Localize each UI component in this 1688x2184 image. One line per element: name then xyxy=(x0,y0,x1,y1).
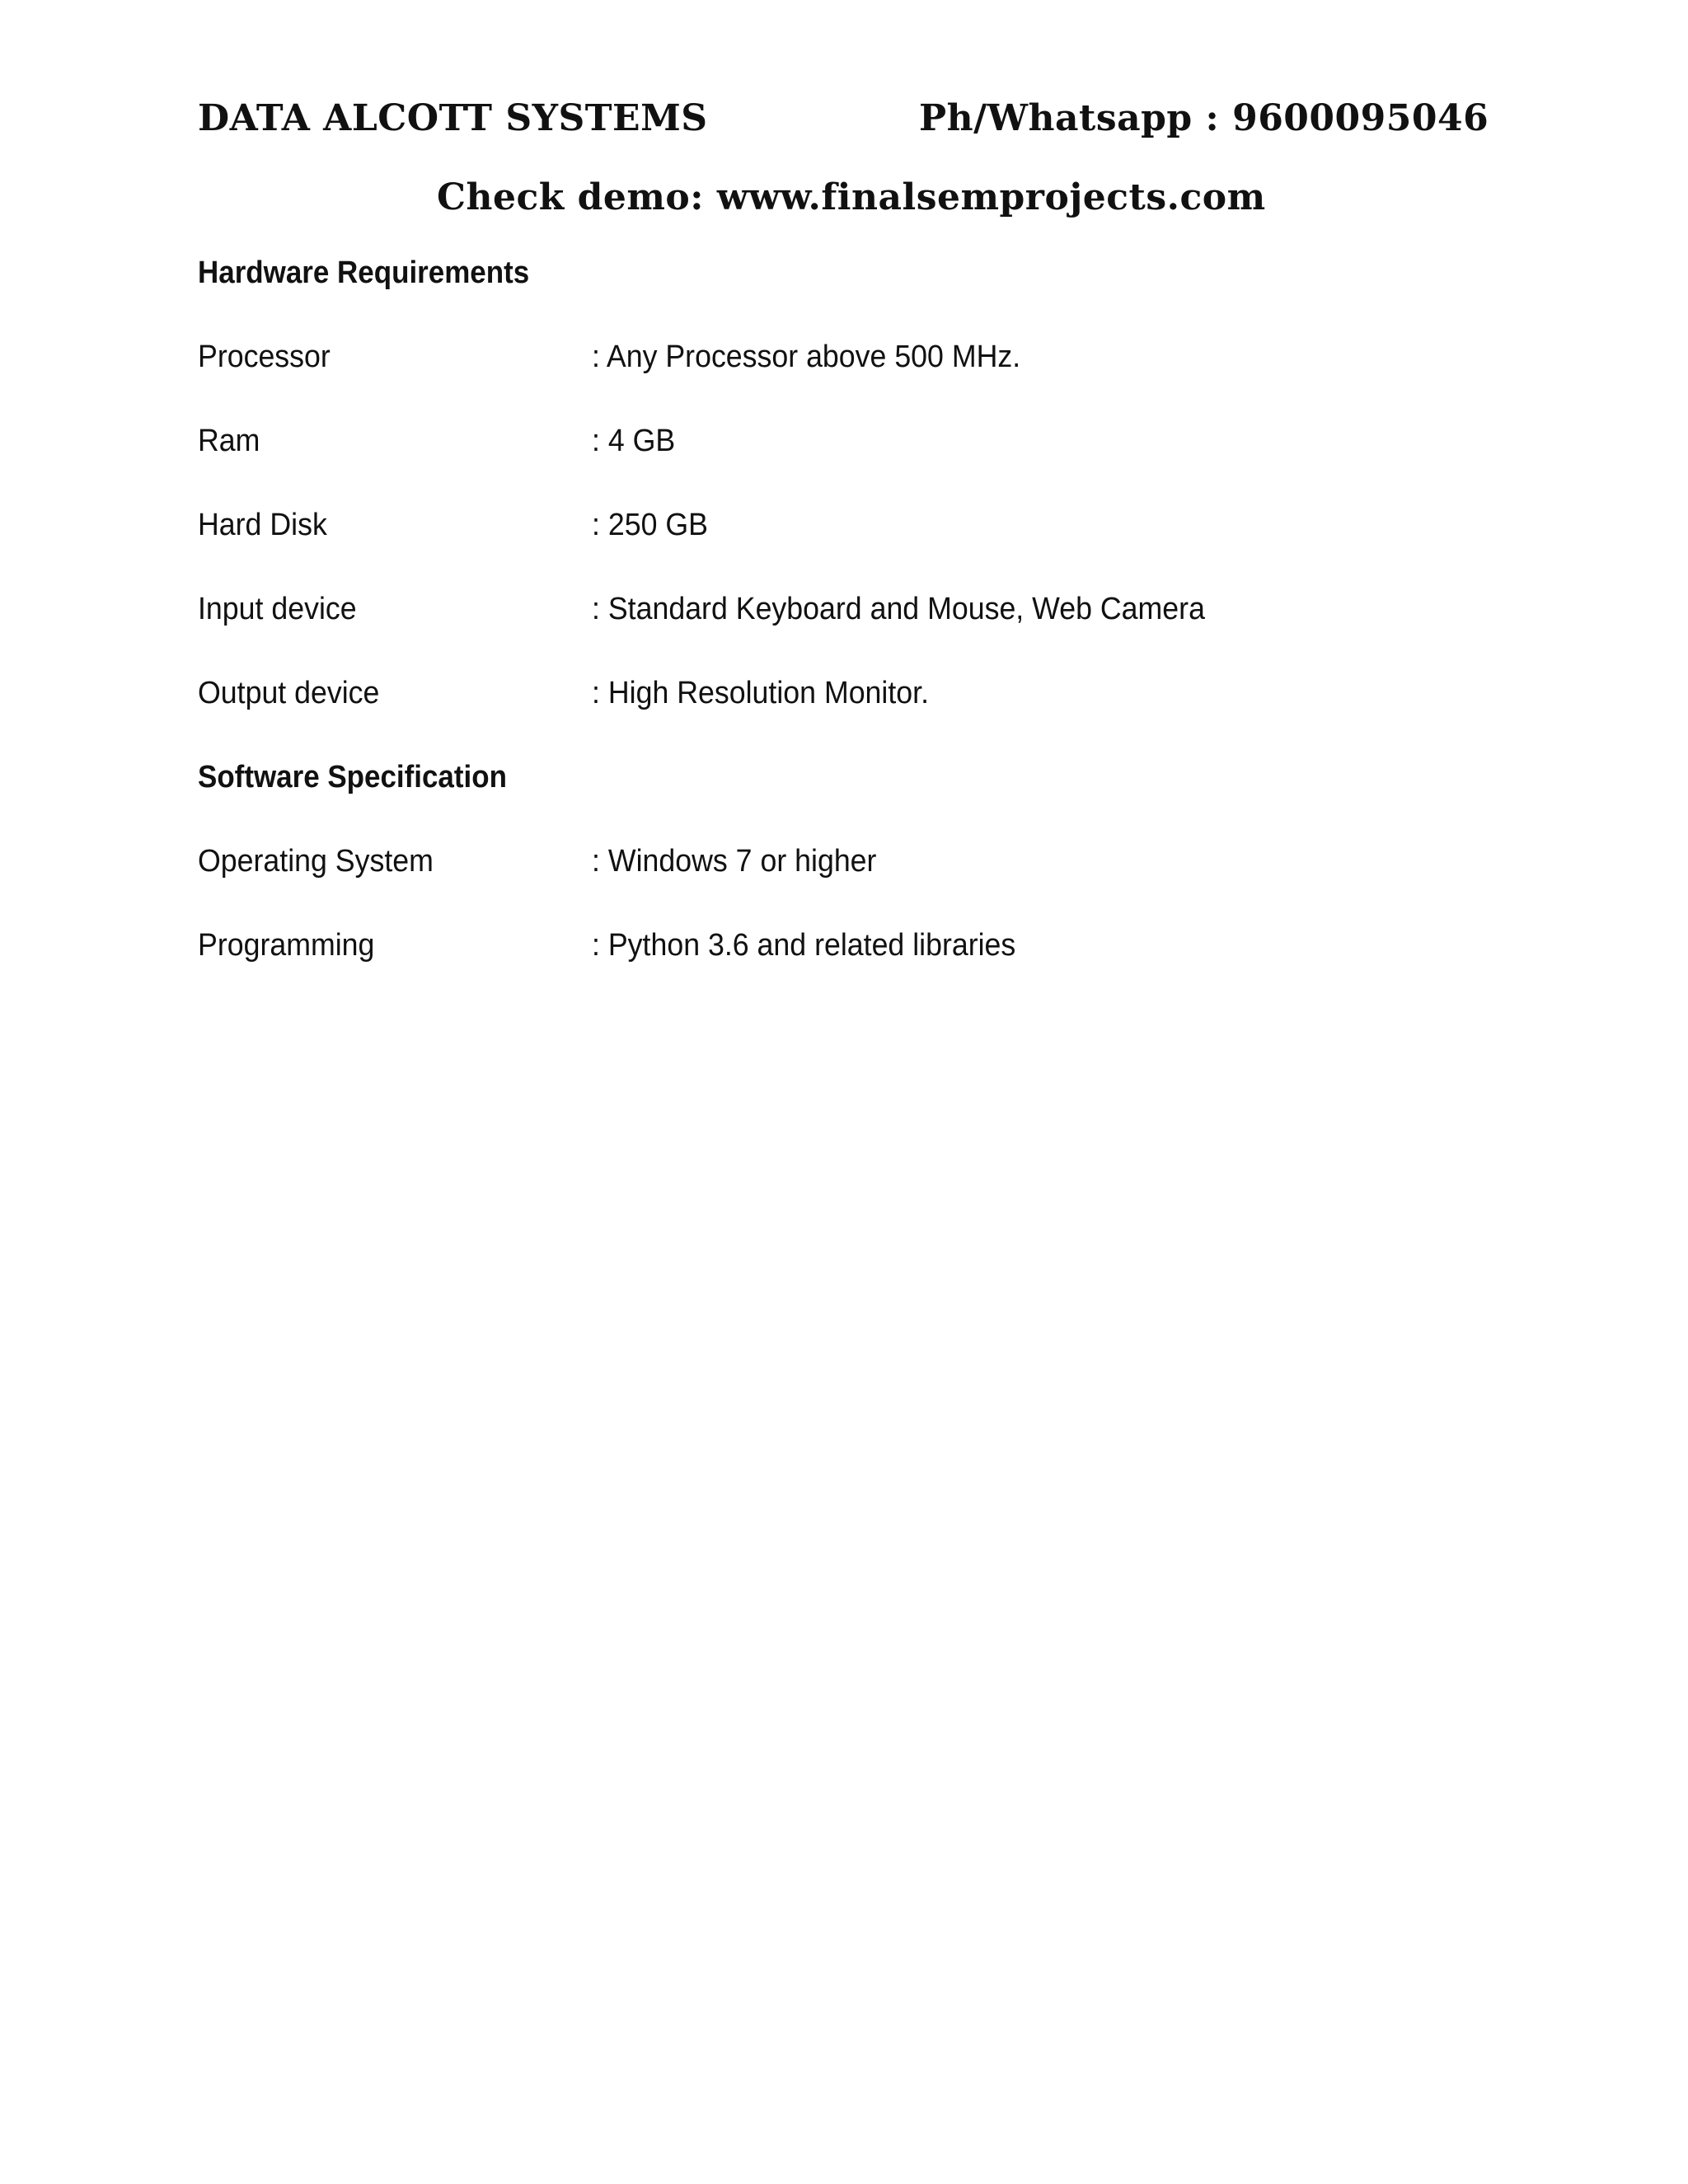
spec-value: : Standard Keyboard and Mouse, Web Camera xyxy=(592,592,1205,626)
spec-row-processor xyxy=(198,340,1517,381)
header-row xyxy=(198,97,1489,147)
company-name: DATA ALCOTT SYSTEMS xyxy=(198,97,708,139)
software-heading: Software Specification xyxy=(198,760,507,794)
spec-row-ram xyxy=(198,424,1517,465)
spec-label: Programming xyxy=(198,928,375,963)
spec-label: Processor xyxy=(198,340,331,374)
spec-row-hard-disk xyxy=(198,508,1517,549)
hardware-heading: Hardware Requirements xyxy=(198,255,530,290)
spec-label: Hard Disk xyxy=(198,508,327,542)
spec-label: Input device xyxy=(198,592,357,626)
spec-label: Ram xyxy=(198,424,260,458)
spec-value: : High Resolution Monitor. xyxy=(592,676,930,710)
phone-number: Ph/Whatsapp : 9600095046 xyxy=(919,97,1489,139)
spec-value: : 4 GB xyxy=(592,424,676,458)
spec-label: Output device xyxy=(198,676,380,710)
spec-value: : Python 3.6 and related libraries xyxy=(592,928,1016,963)
spec-value: : Any Processor above 500 MHz. xyxy=(592,340,1021,374)
spec-row-input-device xyxy=(198,592,1517,633)
spec-label: Operating System xyxy=(198,844,434,879)
spec-row-programming xyxy=(198,928,1517,969)
spec-value: : Windows 7 or higher xyxy=(592,844,877,879)
spec-row-output-device xyxy=(198,676,1517,717)
spec-value: : 250 GB xyxy=(592,508,708,542)
demo-link-text: Check demo: www.finalsemprojects.com xyxy=(437,176,1266,218)
spec-row-operating-system xyxy=(198,844,1517,885)
